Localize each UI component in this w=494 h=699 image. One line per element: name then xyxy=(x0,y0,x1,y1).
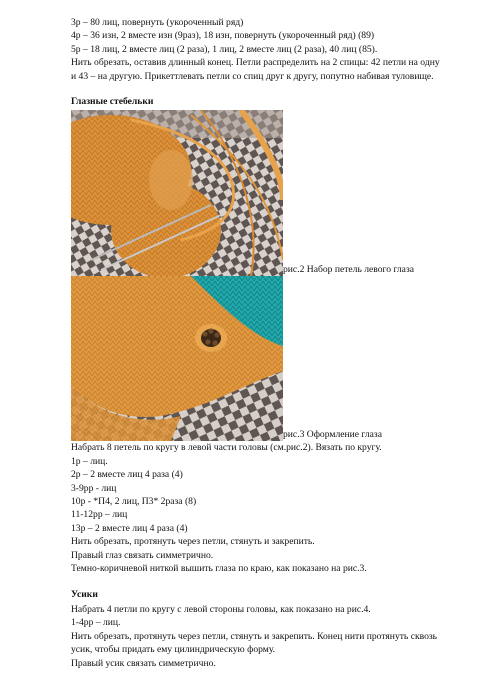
text-line: 5р – 18 лиц, 2 вместе лиц (2 раза), 1 лиц, 2 вместе лиц (2 раза), 40 лиц (85). xyxy=(71,43,378,55)
antennae-instructions xyxy=(71,603,481,670)
document-page xyxy=(71,16,481,670)
text-line: 2р – 2 вместе лиц 4 раза (4) xyxy=(71,469,183,481)
text-line: Правый усик связать симметрично. xyxy=(71,657,216,669)
text-line: 11-12рр – лиц xyxy=(71,509,128,521)
figure-3-caption: рис.3 Оформление глаза xyxy=(283,429,382,441)
text-line: Нить обрезать, оставив длинный конец. Петли распределить на 2 спицы: 42 петли на одну xyxy=(71,57,440,69)
text-line: Набрать 4 петли по кругу с левой стороны головы, как показано на рис.4. xyxy=(71,603,371,615)
text-line: Набрать 8 петель по кругу в левой части головы (см.рис.2). Вязать по кругу. xyxy=(71,442,382,454)
text-line: 4р – 36 изн, 2 вместе изн (9раз), 18 изн, повернуть (укороченный ряд) (89) xyxy=(71,30,375,42)
text-line: 1р – лиц. xyxy=(71,455,108,467)
eyes-instructions xyxy=(71,441,481,575)
text-line: Нить обрезать, протянуть через петли, стянуть и закрепить. Конец нити протянуть сквозь xyxy=(71,630,438,642)
photo-eye-stitches-illustration xyxy=(71,110,283,276)
section-heading-antennae: Усики xyxy=(71,588,98,600)
text-line: Нить обрезать, протянуть через петли, стянуть и закрепить. xyxy=(71,536,315,548)
figure-2-caption: рис.2 Набор петель левого глаза xyxy=(283,264,414,276)
text-line: 3-9рр - лиц xyxy=(71,482,117,494)
intro-text xyxy=(71,16,481,83)
text-line: усик, чтобы придать ему цилиндрическую форму. xyxy=(71,644,276,656)
text-line: 1-4рр – лиц. xyxy=(71,617,121,629)
figure-2 xyxy=(71,110,481,276)
section-heading-eyes: Глазные стебельки xyxy=(71,96,154,108)
figure-3 xyxy=(71,276,481,441)
photo-eye-stitches xyxy=(71,110,283,276)
text-line: 10р - *П4, 2 лиц, П3* 2раза (8) xyxy=(71,496,197,508)
text-line: и 43 – на другую. Прикеттлевать петли со спиц друг к другу, попутно набивая туловище. xyxy=(71,70,434,82)
photo-eye-finished-illustration xyxy=(71,276,283,441)
text-line: Правый глаз связать симметрично. xyxy=(71,549,214,561)
text-line: 13р – 2 вместе лиц 4 раза (4) xyxy=(71,522,188,534)
text-line: Темно-коричневой ниткой вышить глаза по краю, как показано на рис.3. xyxy=(71,563,367,575)
text-line: 3р – 80 лиц, повернуть (укороченный ряд) xyxy=(71,17,244,28)
photo-eye-finished xyxy=(71,276,283,441)
